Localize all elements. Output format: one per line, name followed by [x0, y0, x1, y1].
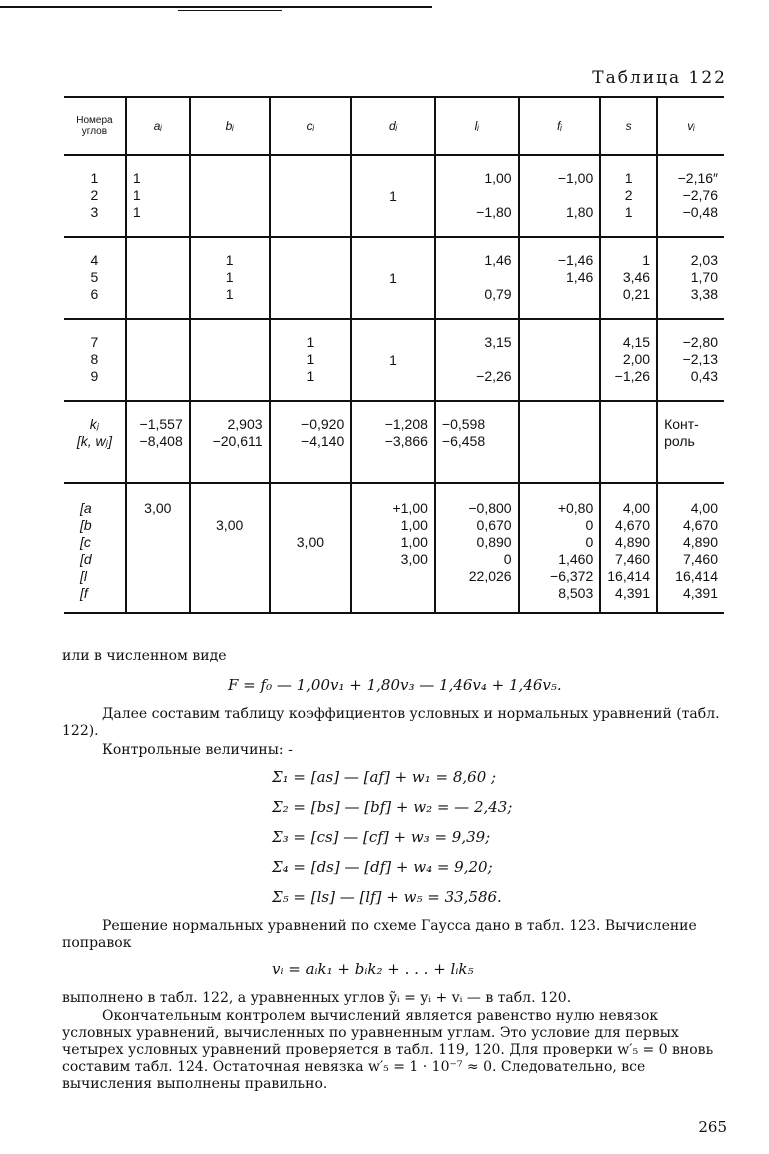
paragraph-numeric-form: или в численном виде: [62, 648, 227, 664]
header-a: aᵢ: [126, 97, 190, 155]
sum-1: Σ₁ = [as] — [af] + w₁ = 8,60 ;: [272, 768, 497, 786]
header-s: s: [600, 97, 657, 155]
paragraph-control-values: Контрольные величины: -: [102, 742, 293, 758]
header-l: lᵢ: [435, 97, 519, 155]
sum-5: Σ₅ = [ls] — [lf] + w₅ = 33,586.: [272, 888, 502, 906]
formula-f: F = f₀ — 1,00v₁ + 1,80v₃ — 1,46v₄ + 1,46v₅.: [228, 676, 562, 694]
paragraph-table-coefficients: Далее составим таблицу коэффициентов условных и нормальных уравнений (табл. 122).: [62, 706, 720, 739]
k-row: kⱼ [k, wⱼ] −1,557 −8,408 2,903 −20,611 −0,920 −4,140 −1,208 −3,866 −0,598 −6,458 Конт- роль: [64, 401, 724, 483]
top-rule-short: [178, 10, 282, 11]
header-angle-numbers: Номера углов: [76, 115, 113, 137]
table-title: Таблица 122: [592, 68, 727, 88]
header-d: dᵢ: [351, 97, 435, 155]
formula-v: vᵢ = aᵢk₁ + bᵢk₂ + . . . + lᵢk₅: [272, 960, 474, 978]
paragraph-adjusted-angles: выполнено в табл. 122, а уравненных углов ỹᵢ = yᵢ + vᵢ — в табл. 120.: [62, 990, 572, 1006]
page-number: 265: [698, 1118, 727, 1136]
coefficients-table: [64, 96, 724, 614]
table-row: 1 2 3 1 1 1 1 1,00 −1,80 −1,00 1,80 1 2 1 −2,16″ −2,76 −0,48: [64, 155, 724, 237]
table-row: 4 5 6 1 1 1 1 1,46 0,79 −1,46 1,46 1 3,46 0,21 2,03 1,70 3,38: [64, 237, 724, 319]
top-rule-left: [0, 6, 432, 8]
sum-2: Σ₂ = [bs] — [bf] + w₂ = — 2,43;: [272, 798, 513, 816]
sum-4: Σ₄ = [ds] — [df] + w₄ = 9,20;: [272, 858, 493, 876]
paragraph-final-control: Окончательным контролем вычислений является равенство нулю невязок условных уравнений, вычисленных по уравненным углам. Это условие для первых четырех условных уравнений проверяется в табл. 119, 120. Для проверки w′₅ = 0 вновь составим табл. 124. Остаточная невязка w′₅ = 1 · 10⁻⁷ ≈ 0. Следовательно, все вычисления выполнены правильно.: [62, 1008, 714, 1092]
header-v: vᵢ: [657, 97, 724, 155]
normal-matrix-rows: [a [b [c [d [l [f 3,00 3,00 3,00 +1,00 1,00 1,00 3,00 −0,800 0,670 0,890 0 22,026 +0,80 0 0 1,460 −6,372 8,503 4,00 4,670 4,890 7,460 16,414 4,391 4,00 4,670 4,890 7,460 16,414 4,391: [64, 483, 724, 613]
header-f: fᵢ: [519, 97, 601, 155]
table-header-row: [64, 97, 724, 155]
header-c: cᵢ: [270, 97, 352, 155]
table-row: 7 8 9 1 1 1 1 3,15 −2,26 4,15 2,00 −1,26 −2,80 −2,13 0,43: [64, 319, 724, 401]
sum-3: Σ₃ = [cs] — [cf] + w₃ = 9,39;: [272, 828, 491, 846]
paragraph-gauss-solution: Решение нормальных уравнений по схеме Гаусса дано в табл. 123. Вычисление поправок: [62, 918, 697, 951]
header-b: bᵢ: [190, 97, 270, 155]
